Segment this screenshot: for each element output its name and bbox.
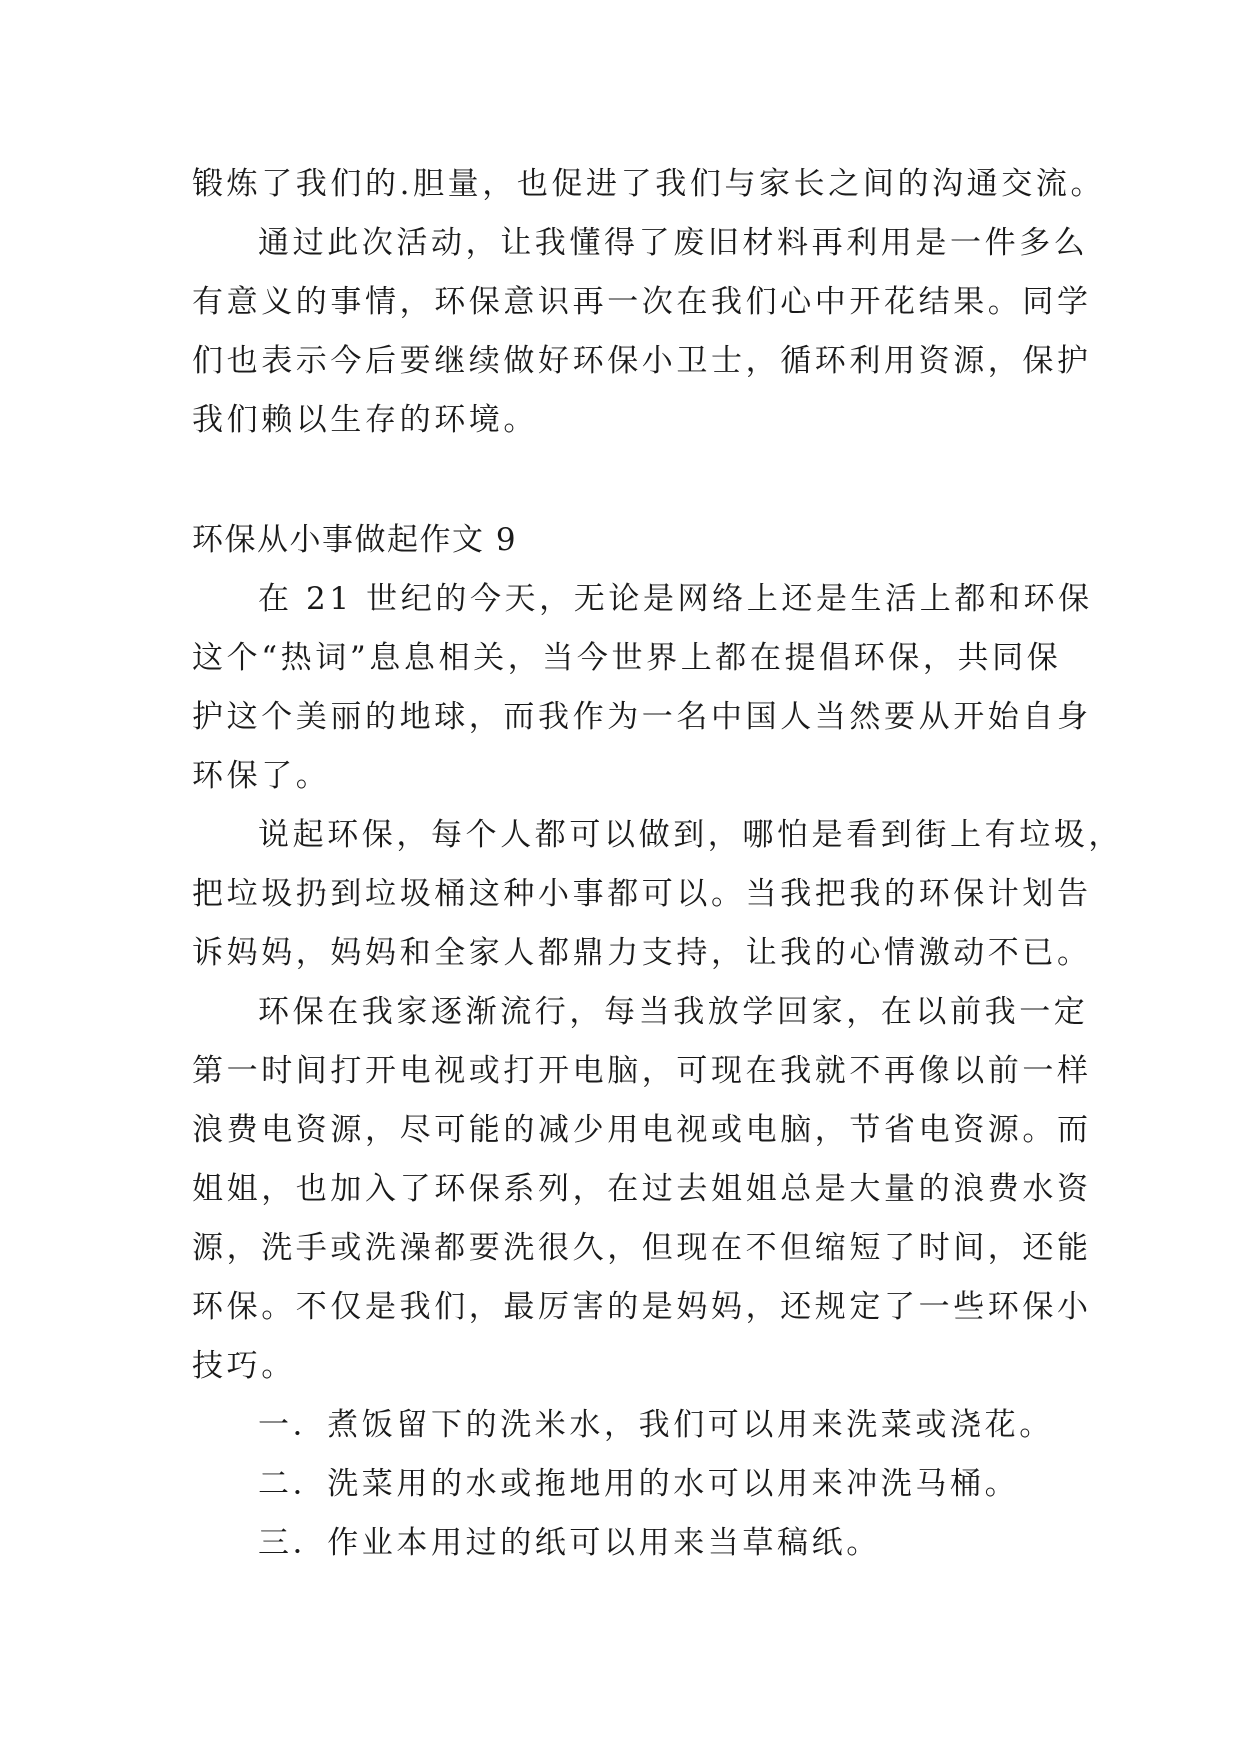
paragraph-line: 环保了。	[192, 758, 331, 794]
paragraph-line: 第一时间打开电视或打开电脑，可现在我就不再像以前一样	[192, 1053, 1092, 1089]
list-item: 二．洗菜用的水或拖地用的水可以用来冲洗马桶。	[258, 1466, 1020, 1502]
paragraph-line: 护这个美丽的地球，而我作为一名中国人当然要从开始自身	[192, 699, 1092, 735]
paragraph-line: 姐姐，也加入了环保系列，在过去姐姐总是大量的浪费水资	[192, 1171, 1092, 1207]
paragraph-line: 们也表示今后要继续做好环保小卫士，循环利用资源，保护	[192, 343, 1092, 379]
paragraph-line: 有意义的事情，环保意识再一次在我们心中开花结果。同学	[192, 284, 1092, 320]
list-item: 三．作业本用过的纸可以用来当草稿纸。	[258, 1525, 881, 1561]
paragraph-line: 技巧。	[192, 1348, 296, 1384]
paragraph-line: 锻炼了我们的.胆量，也促进了我们与家长之间的沟通交流。	[192, 166, 1106, 202]
paragraph-line: 诉妈妈，妈妈和全家人都鼎力支持，让我的心情激动不已。	[192, 935, 1092, 971]
paragraph-line: 环保。不仅是我们，最厉害的是妈妈，还规定了一些环保小	[192, 1289, 1092, 1325]
paragraph-line: 源，洗手或洗澡都要洗很久，但现在不但缩短了时间，还能	[192, 1230, 1092, 1266]
paragraph-line: 通过此次活动，让我懂得了废旧材料再利用是一件多么	[258, 225, 1089, 261]
paragraph-line: 说起环保，每个人都可以做到，哪怕是看到街上有垃圾，	[258, 817, 1123, 853]
paragraph-line: 环保在我家逐渐流行，每当我放学回家，在以前我一定	[258, 994, 1089, 1030]
paragraph-line: 我们赖以生存的环境。	[192, 402, 538, 438]
paragraph-line: 浪费电资源，尽可能的减少用电视或电脑，节省电资源。而	[192, 1112, 1092, 1148]
section-heading: 环保从小事做起作文 9	[192, 522, 518, 558]
paragraph-line: 把垃圾扔到垃圾桶这种小事都可以。当我把我的环保计划告	[192, 876, 1092, 912]
list-item: 一．煮饭留下的洗米水，我们可以用来洗菜或浇花。	[258, 1407, 1054, 1443]
paragraph-line: 在 21 世纪的今天，无论是网络上还是生活上都和环保	[258, 581, 1093, 617]
paragraph-line: 这个“热词”息息相关，当今世界上都在提倡环保，共同保	[192, 640, 1062, 676]
